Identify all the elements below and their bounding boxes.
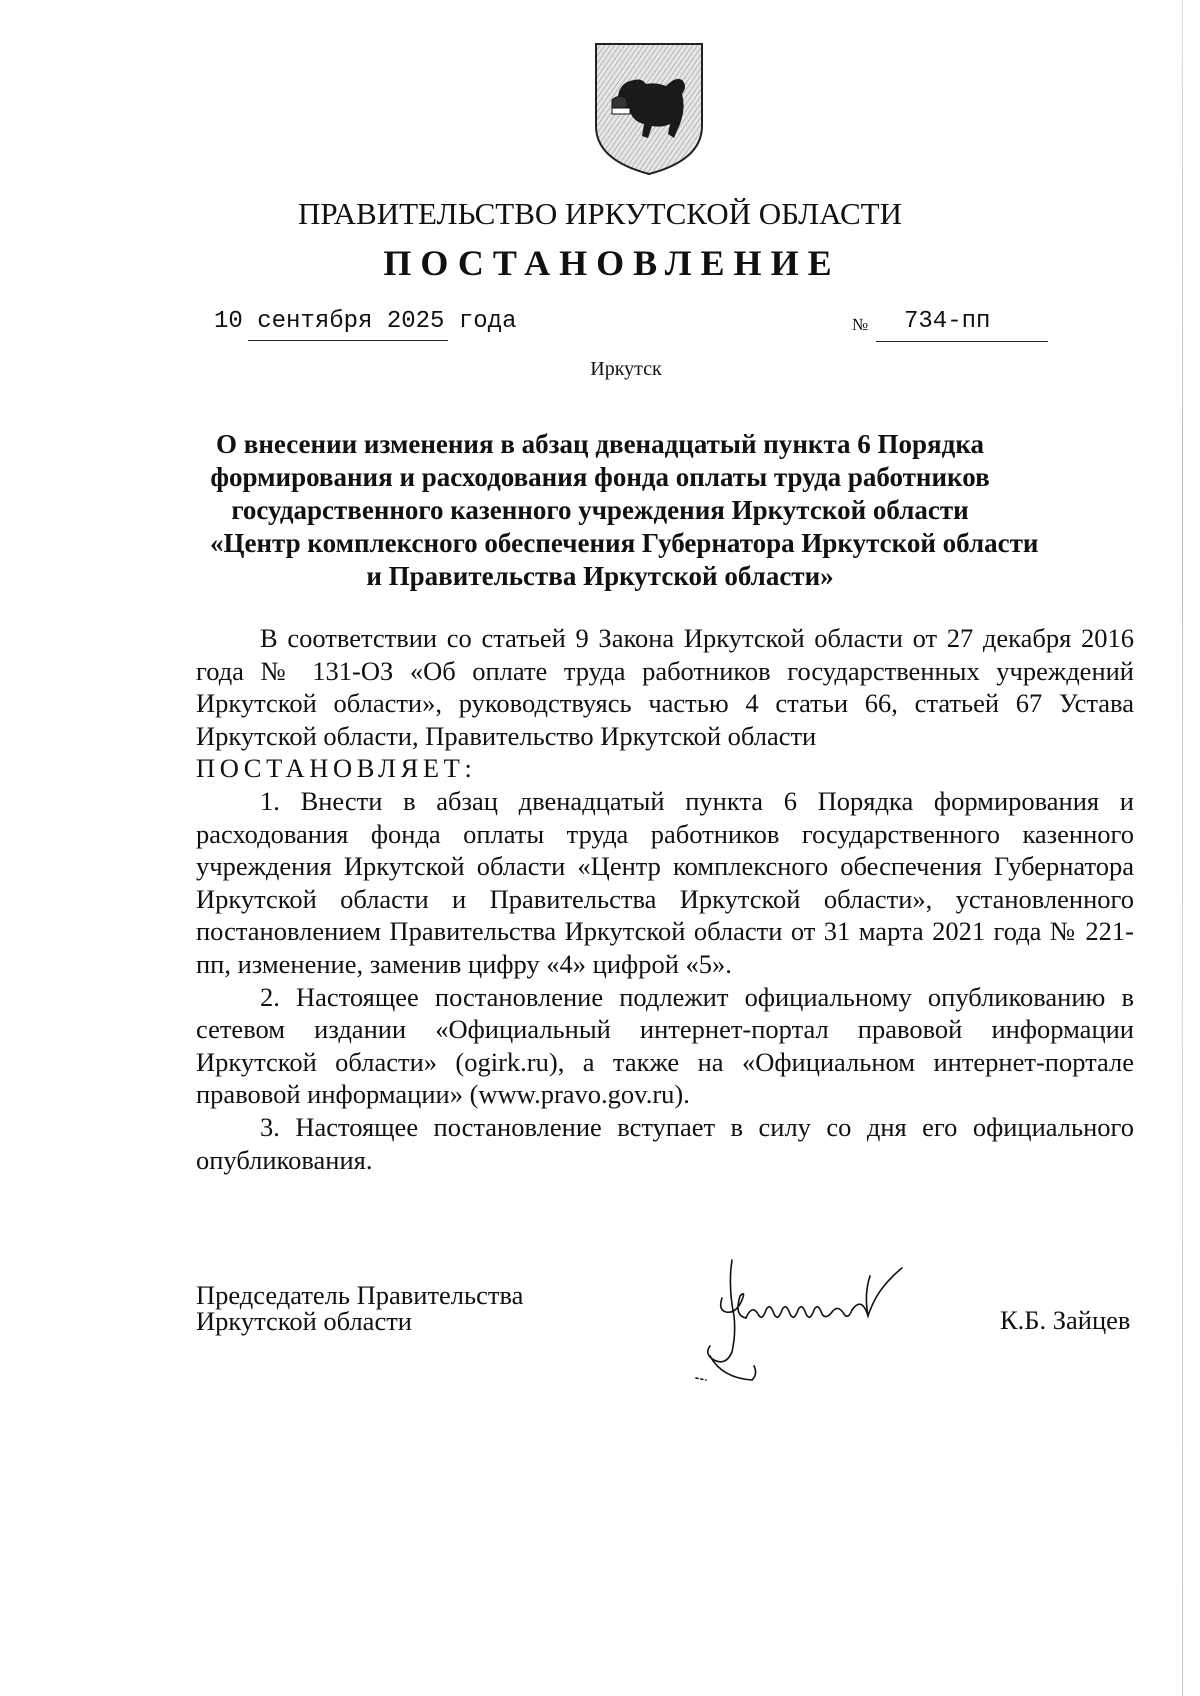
position-line-1: Председатель Правительства: [196, 1280, 524, 1310]
title-line: государственного казенного учреждения Иркутской области: [231, 495, 969, 525]
title-line: «Центр комплексного обеспечения Губернатора Иркутской области: [210, 528, 1039, 558]
number-sign: №: [852, 315, 869, 334]
date-underline: [248, 340, 448, 341]
document-date: [214, 308, 516, 335]
decree-item-3: 3. Настоящее постановление вступает в силу со дня его официального опубликования.: [196, 1111, 1134, 1175]
decree-word: ПОСТАНОВЛЯЕТ:: [196, 753, 477, 784]
preamble-paragraph: В соответствии со статьей 9 Закона Иркутской области от 27 декабря 2016 года № 131-ОЗ «Об оплате труда работников государственных учреждений Иркутской области», руководствуясь частью 4 статьи 66, статьей 67 Устава Иркутской области, Правительство Иркутской области: [196, 623, 1134, 751]
document-city: Иркутск: [590, 358, 662, 380]
scan-edge-line: [1182, 0, 1183, 1696]
coat-of-arms-icon: [590, 38, 708, 178]
title-line: О внесении изменения в абзац двенадцатый пункта 6 Порядка: [216, 429, 984, 459]
position-line-2: Иркутской области: [196, 1306, 412, 1336]
number-underline: [876, 341, 1048, 342]
date-month-year: сентября 2025: [257, 308, 445, 335]
decree-item-2: 2. Настоящее постановление подлежит официальному опубликованию в сетевом издании «Официальный интернет-портал правовой информации Иркутской области» (ogirk.ru), а также на «Официальном интернет-портале правовой информации» (www.pravo.gov.ru).: [196, 981, 1134, 1110]
decree-item-1: 1. Внести в абзац двенадцатый пункта 6 Порядка формирования и расходования фонда оплаты труда работников государственного казенного учреждения Иркутской области «Центр комплексного обеспечения Губернатора Иркутской области и Правительства Иркутской области», установленного постановлением Правительства Иркутской области от 31 марта 2021 года № 221-пп, изменение, заменив цифру «4» цифрой «5».: [196, 785, 1134, 979]
document-type: ПОСТАНОВЛЕНИЕ: [383, 243, 841, 283]
title-line: и Правительства Иркутской области»: [366, 561, 834, 591]
document-body: [196, 622, 1134, 1176]
signatory-position: [196, 1282, 523, 1334]
date-day: 10: [214, 308, 243, 335]
date-suffix: года: [458, 308, 517, 335]
handwritten-signature-icon: [692, 1256, 952, 1396]
title-line: формирования и расходования фонда оплаты труда работников: [210, 462, 990, 492]
document-number: 734-пп: [904, 308, 991, 335]
document-title: [210, 428, 1039, 593]
organization-name: ПРАВИТЕЛЬСТВО ИРКУТСКОЙ ОБЛАСТИ: [297, 196, 902, 231]
signatory-name: К.Б. Зайцев: [1000, 1305, 1131, 1335]
